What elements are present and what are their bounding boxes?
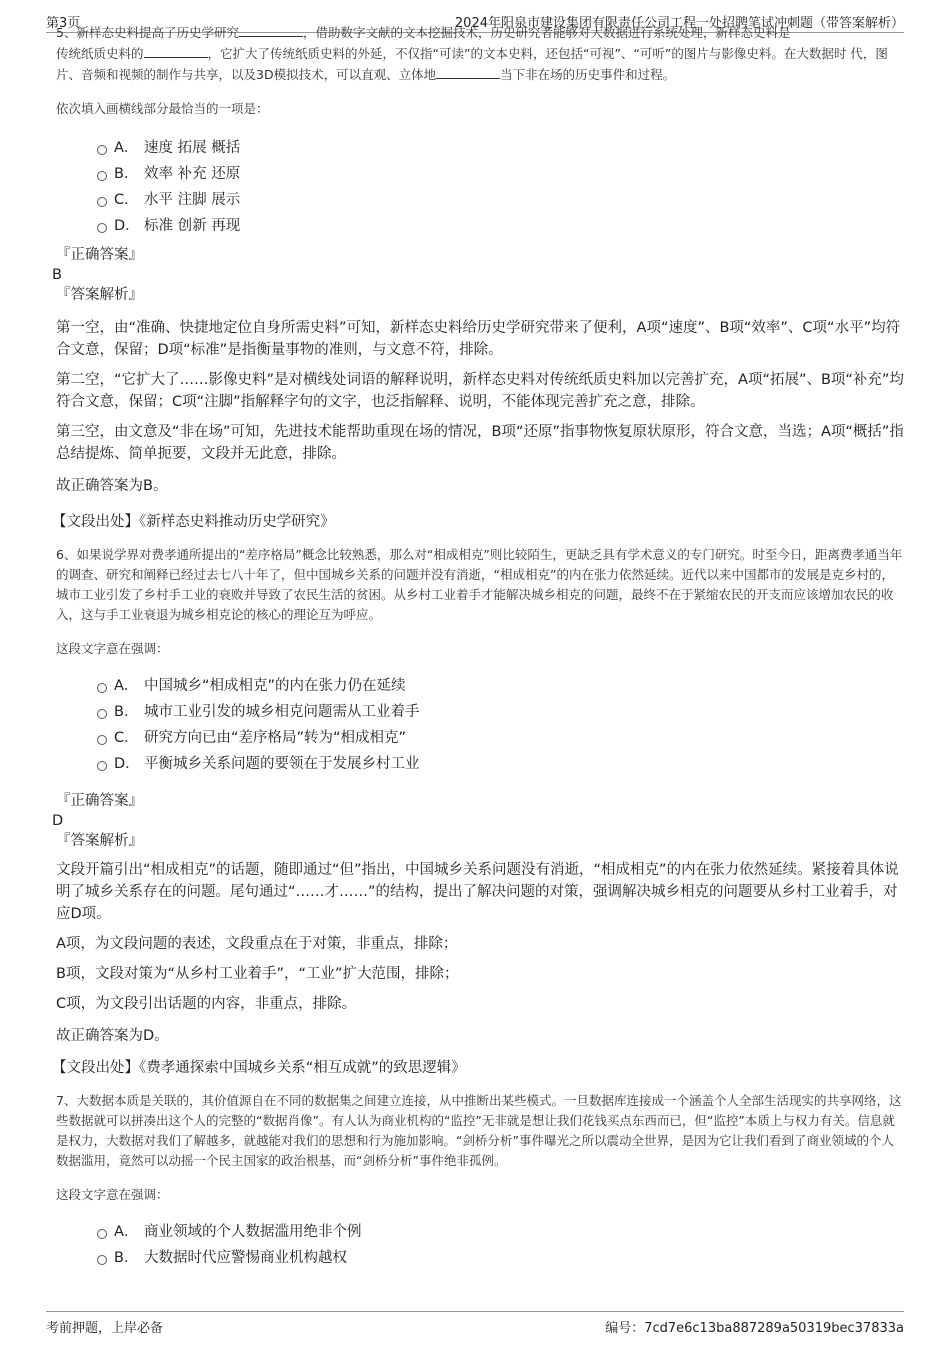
option-b[interactable]: B． 城市工业引发的城乡相克问题需从工业着手 <box>56 699 904 725</box>
option-b[interactable]: B． 大数据时代应警惕商业机构越权 <box>56 1245 904 1271</box>
page-number: 第3页 <box>46 16 81 31</box>
analysis-conclusion: 故正确答案为D。 <box>56 1028 169 1044</box>
question-6-prompt: 这段文字意在强调： <box>56 641 169 656</box>
blank-1 <box>239 22 303 37</box>
analysis-paragraph: 文段开篇引出“相成相克”的话题，随即通过“但”指出，中国城乡关系问题没有消逝，“相成相克”的内在张力依然延续。紧接着具体说明了城乡关系存在的问题。尾句通过“……才……”的结构，提出了解决问题的对策，强调解决城乡相克的问题要从乡村工业着手，对应D项。 <box>56 862 899 922</box>
question-5-options <box>56 135 904 239</box>
option-a[interactable]: A． 商业领域的个人数据滥用绝非个例 <box>56 1219 904 1245</box>
question-5 <box>52 22 904 533</box>
radio-icon[interactable] <box>97 197 107 207</box>
question-7-stem: 7、大数据本质是关联的，其价值源自在不同的数据集之间建立连接，从中推断出某些模式。一旦数据库连接成一个涵盖个人全部生活现实的共享网络，这些数据就可以拼凑出这个人的完整的“数据肖像”。有人认为商业机构的“监控”无非就是想让我们花钱买点东西而已，但“监控”本质上与权力有关。信息就是权力，大数据对我们了解越多，就越能对我们的思想和行为施加影响。“剑桥分析”事件曝光之所以震动全世界，是因为它让我们看到了商业领域的个人数据滥用，竟然可以动摇一个民主国家的政治根基，而“剑桥分析”事件绝非孤例。 <box>56 1093 902 1168</box>
question-6-stem: 6、如果说学界对费孝通所提出的“差序格局”概念比较熟悉，那么对“相成相克”则比较陌生，更缺乏具有学术意义的专门研究。时至今日，距离费孝通当年的调查、研究和阐释已经过去七八十年了，但中国城乡关系的问题并没有消逝，“相成相克”的内在张力依然延续。近代以来中国都市的发展是克乡村的，城市工业引发了乡村手工业的衰败并导致了农民生活的贫困。从乡村工业着手才能解决城乡相克的问题，最终不在于紧缩农民的开支而应该增加农民的收入，这与手工业衰退为城乡相克论的核心的理论互为呼应。 <box>56 547 903 622</box>
answer-value: D <box>52 813 64 829</box>
question-6 <box>52 545 904 1079</box>
analysis-paragraph: B项，文段对策为“从乡村工业着手”，“工业”扩大范围，排除； <box>56 966 459 982</box>
radio-icon[interactable] <box>97 709 107 719</box>
option-d[interactable]: D． 平衡城乡关系问题的要领在于发展乡村工业 <box>56 751 904 777</box>
blank-2 <box>144 43 208 58</box>
page-footer <box>46 1311 904 1336</box>
analysis-paragraph: 第一空，由“准确、快捷地定位自身所需史料”可知，新样态史料给历史学研究带来了便利，A项“速度”、B项“效率”、C项“水平”均符合文意，保留；D项“标准”是指衡量事物的准则，与文意不符，排除。 <box>56 320 901 358</box>
analysis-conclusion: 故正确答案为B。 <box>56 478 168 494</box>
analysis-label: 『答案解析』 <box>56 287 143 303</box>
radio-icon[interactable] <box>97 735 107 745</box>
radio-icon[interactable] <box>97 761 107 771</box>
document-content <box>52 25 904 1309</box>
option-a[interactable]: A． 中国城乡“相成相克”的内在张力仍在延续 <box>56 673 904 699</box>
footer-slogan: 考前押题，上岸必备 <box>46 1321 164 1336</box>
radio-icon[interactable] <box>97 1229 107 1239</box>
question-6-options <box>56 673 904 777</box>
answer-label: 『正确答案』 <box>56 793 143 809</box>
question-7 <box>56 1091 904 1271</box>
analysis-paragraph: 第二空，“它扩大了……影像史料”是对横线处词语的解释说明，新样态史料对传统纸质史料加以完善扩充，A项“拓展”、B项“补充”均符合文意，保留；C项“注脚”指解释字句的文字，也泛指解释、说明，不能体现完善扩充之意，排除。 <box>56 372 904 410</box>
option-c[interactable]: C． 研究方向已由“差序格局”转为“相成相克” <box>56 725 904 751</box>
document-title: 2024年阳泉市建设集团有限责任公司工程一处招聘笔试冲刺题（带答案解析） <box>454 16 904 31</box>
radio-icon[interactable] <box>97 171 107 181</box>
option-a[interactable]: A． 速度 拓展 概括 <box>56 135 904 161</box>
radio-icon[interactable] <box>97 683 107 693</box>
question-5-prompt: 依次填入画横线部分最恰当的一项是： <box>56 101 269 116</box>
option-b[interactable]: B． 效率 补充 还原 <box>56 161 904 187</box>
radio-icon[interactable] <box>97 1255 107 1265</box>
radio-icon[interactable] <box>97 223 107 233</box>
radio-icon[interactable] <box>97 145 107 155</box>
blank-3 <box>436 64 500 79</box>
question-5-stem: 5、新样态史料提高了历史学研究 ，借助数字文献的文本挖掘技术，历史研究者能够对大数据进行系统处理，新样态史料是 传统纸质史料的 ，它扩大了传统纸质史料的外延，不仅指“可读”的文本史料，还包括“可视”、“可听”的图片与影像史料。在大数据时 代，图片、音频和视频的制作与共享，以及3D模拟技术，可以直观、立体地 当下非在场的历史事件和过程。 <box>56 22 904 85</box>
analysis-paragraph: A项，为文段问题的表述，文段重点在于对策，非重点，排除； <box>56 936 458 952</box>
analysis-paragraph: C项，为文段引出话题的内容，非重点，排除。 <box>56 996 357 1012</box>
analysis-label: 『答案解析』 <box>56 833 143 849</box>
answer-value: B <box>52 267 62 283</box>
option-d[interactable]: D． 标准 创新 再现 <box>56 213 904 239</box>
document-id: 编号：7cd7e6c13ba887289a50319bec37833a <box>605 1321 904 1336</box>
analysis-paragraph: 第三空，由文意及“非在场”可知，先进技术能帮助重现在场的情况，B项“还原”指事物恢复原状原形，符合文意，当选；A项“概括”指总结提炼、简单扼要，文段并无此意，排除。 <box>56 424 904 462</box>
source-citation: 【文段出处】《费孝通探索中国城乡关系“相互成就”的致思逻辑》 <box>52 1060 466 1076</box>
source-citation: 【文段出处】《新样态史料推动历史学研究》 <box>52 514 335 530</box>
option-c[interactable]: C． 水平 注脚 展示 <box>56 187 904 213</box>
question-7-prompt: 这段文字意在强调： <box>56 1187 169 1202</box>
answer-label: 『正确答案』 <box>56 247 143 263</box>
question-7-options <box>56 1219 904 1271</box>
